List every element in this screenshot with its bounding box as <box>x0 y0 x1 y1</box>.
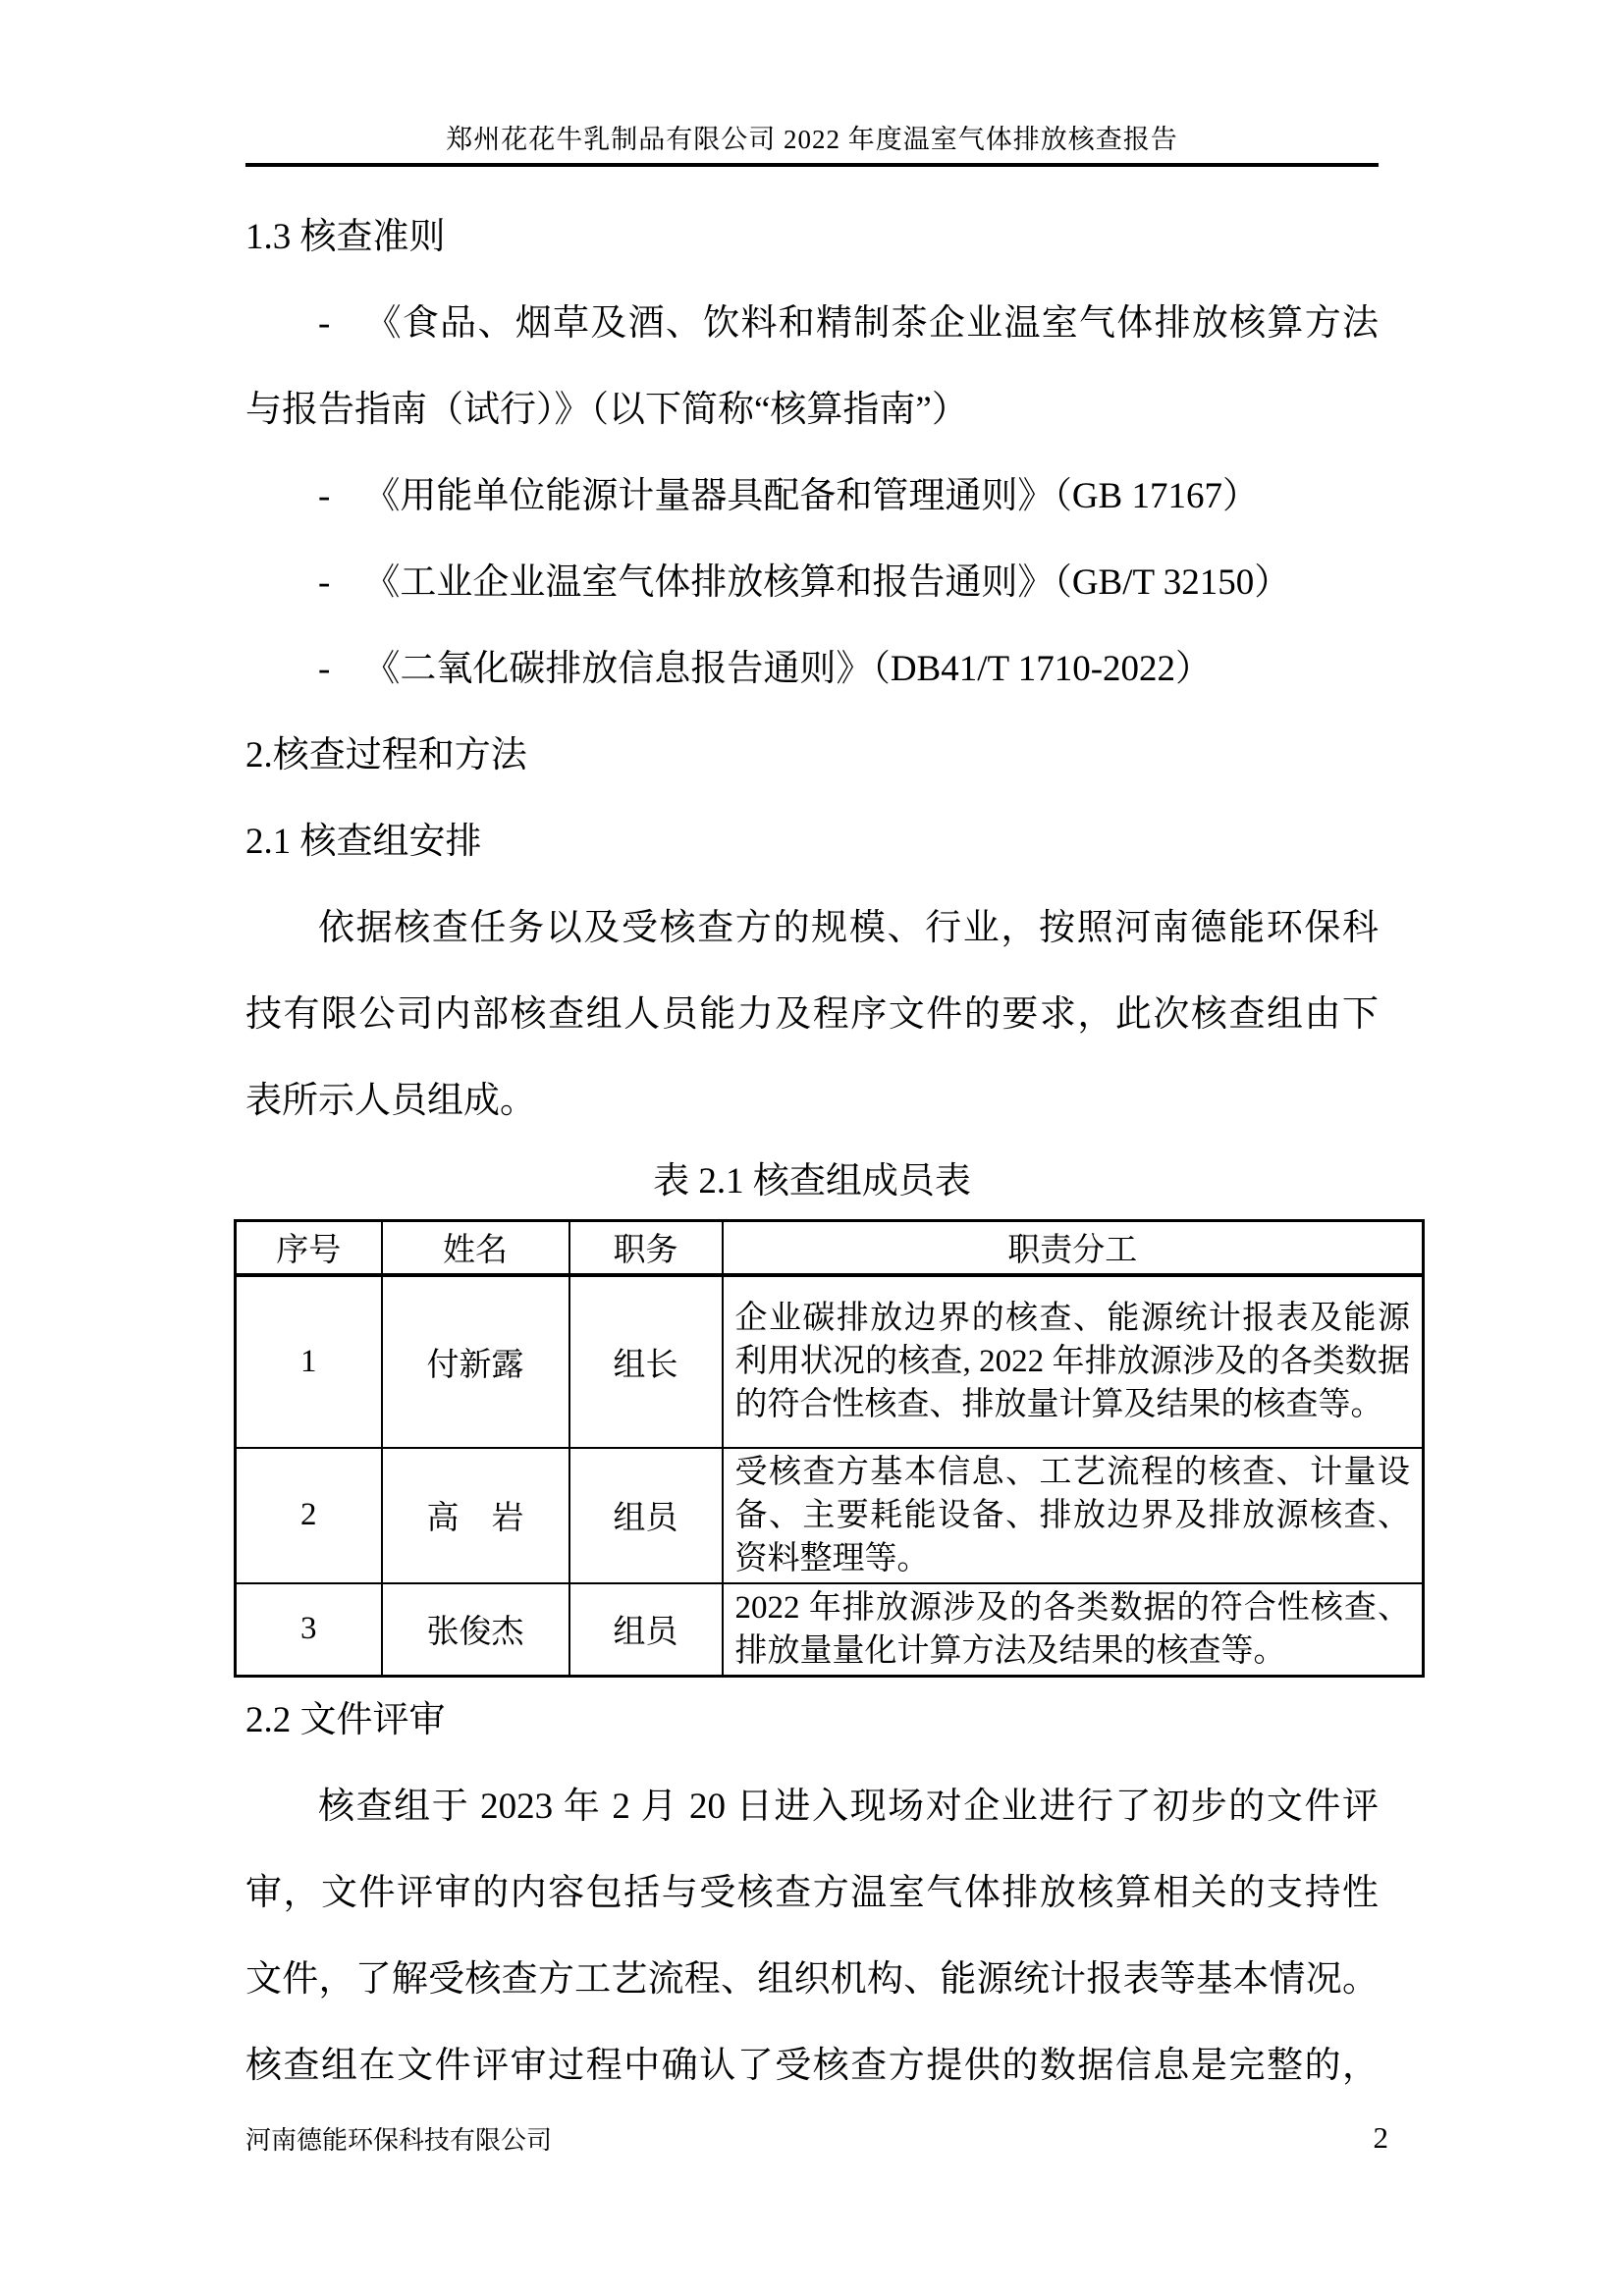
bullet-item-2 <box>245 454 1379 540</box>
cell-role: 组员 <box>569 1448 723 1583</box>
table-header-row <box>236 1221 1424 1275</box>
cell-name: 张俊杰 <box>382 1583 569 1677</box>
cell-no: 2 <box>236 1448 382 1583</box>
page-footer <box>245 2110 1388 2165</box>
cell-role: 组员 <box>569 1583 723 1677</box>
cell-name: 付新露 <box>382 1275 569 1448</box>
col-header-name: 姓名 <box>382 1221 569 1275</box>
paragraph-2-2-line-2: 审，文件评审的内容包括与受核查方温室气体排放核算相关的支持性 <box>245 1872 1379 1913</box>
footer-company-name: 河南德能环保科技有限公司 <box>245 2125 553 2155</box>
paragraph-2-1-line-2: 技有限公司内部核查组人员能力及程序文件的要求，此次核查组由下 <box>245 994 1379 1035</box>
bullet-text: 《食品、烟草及酒、饮料和精制茶企业温室气体排放核算方法 <box>363 303 1379 344</box>
bullet-text: 《工业企业温室气体排放核算和报告通则》（GB/T 32150） <box>363 562 1291 603</box>
page-content <box>245 0 1410 2109</box>
bullet-marker: - <box>318 476 331 516</box>
section-heading-2-1: 2.1 核查组安排 <box>245 822 482 862</box>
paragraph-2-1-line-1: 依据核查任务以及受核查方的规模、行业，按照河南德能环保科 <box>318 908 1379 948</box>
section-heading-2-2: 2.2 文件评审 <box>245 1699 446 1740</box>
table-row <box>236 1448 1424 1583</box>
bullet-marker: - <box>318 649 331 689</box>
table-row <box>236 1275 1424 1448</box>
footer-page-number: 2 <box>1373 2120 1388 2155</box>
paragraph-2-1-line-3: 表所示人员组成。 <box>245 1081 536 1121</box>
verification-team-table <box>234 1219 1425 1678</box>
running-header-title: 郑州花花牛乳制品有限公司 2022 年度温室气体排放核查报告 <box>446 125 1178 154</box>
table-row <box>236 1583 1424 1677</box>
bullet-item-4 <box>245 626 1379 713</box>
cell-name: 高 岩 <box>382 1448 569 1583</box>
header-rule <box>245 163 1379 167</box>
section-heading-1-3: 1.3 核查准则 <box>245 217 446 257</box>
cell-no: 3 <box>236 1583 382 1677</box>
col-header-duty: 职责分工 <box>723 1221 1424 1275</box>
paragraph-2-2-line-4: 核查组在文件评审过程中确认了受核查方提供的数据信息是完整的， <box>245 2045 1379 2086</box>
section-heading-2: 2.核查过程和方法 <box>245 735 527 775</box>
bullet-text: 《用能单位能源计量器具配备和管理通则》（GB 17167） <box>363 476 1259 516</box>
cell-no: 1 <box>236 1275 382 1448</box>
col-header-role: 职务 <box>569 1221 723 1275</box>
bullet-item-1-line-2: 与报告指南（试行）》（以下简称“核算指南”） <box>245 390 968 430</box>
bullet-item-3 <box>245 540 1379 626</box>
paragraph-2-2-line-3: 文件，了解受核查方工艺流程、组织机构、能源统计报表等基本情况。 <box>245 1958 1379 2000</box>
bullet-text: 《二氧化碳排放信息报告通则》（DB41/T 1710-2022） <box>363 649 1213 689</box>
bullet-marker: - <box>318 562 331 603</box>
cell-duty: 受核查方基本信息、工艺流程的核查、计量设备、主要耗能设备、排放边界及排放源核查、资料整理等。 <box>723 1448 1424 1583</box>
bullet-marker: - <box>318 303 331 344</box>
cell-duty: 2022 年排放源涉及的各类数据的符合性核查、排放量量化计算方法及结果的核查等。 <box>723 1583 1424 1677</box>
paragraph-2-2-line-1: 核查组于 2023 年 2 月 20 日进入现场对企业进行了初步的文件评 <box>318 1786 1379 1827</box>
cell-duty: 企业碳排放边界的核查、能源统计报表及能源利用状况的核查, 2022 年排放源涉及的各类数据的符合性核查、排放量计算及结果的核查等。 <box>723 1275 1424 1448</box>
bullet-item-1-line-1 <box>245 281 1379 367</box>
cell-role: 组长 <box>569 1275 723 1448</box>
table-caption: 表 2.1 核查组成员表 <box>653 1161 971 1201</box>
col-header-no: 序号 <box>236 1221 382 1275</box>
